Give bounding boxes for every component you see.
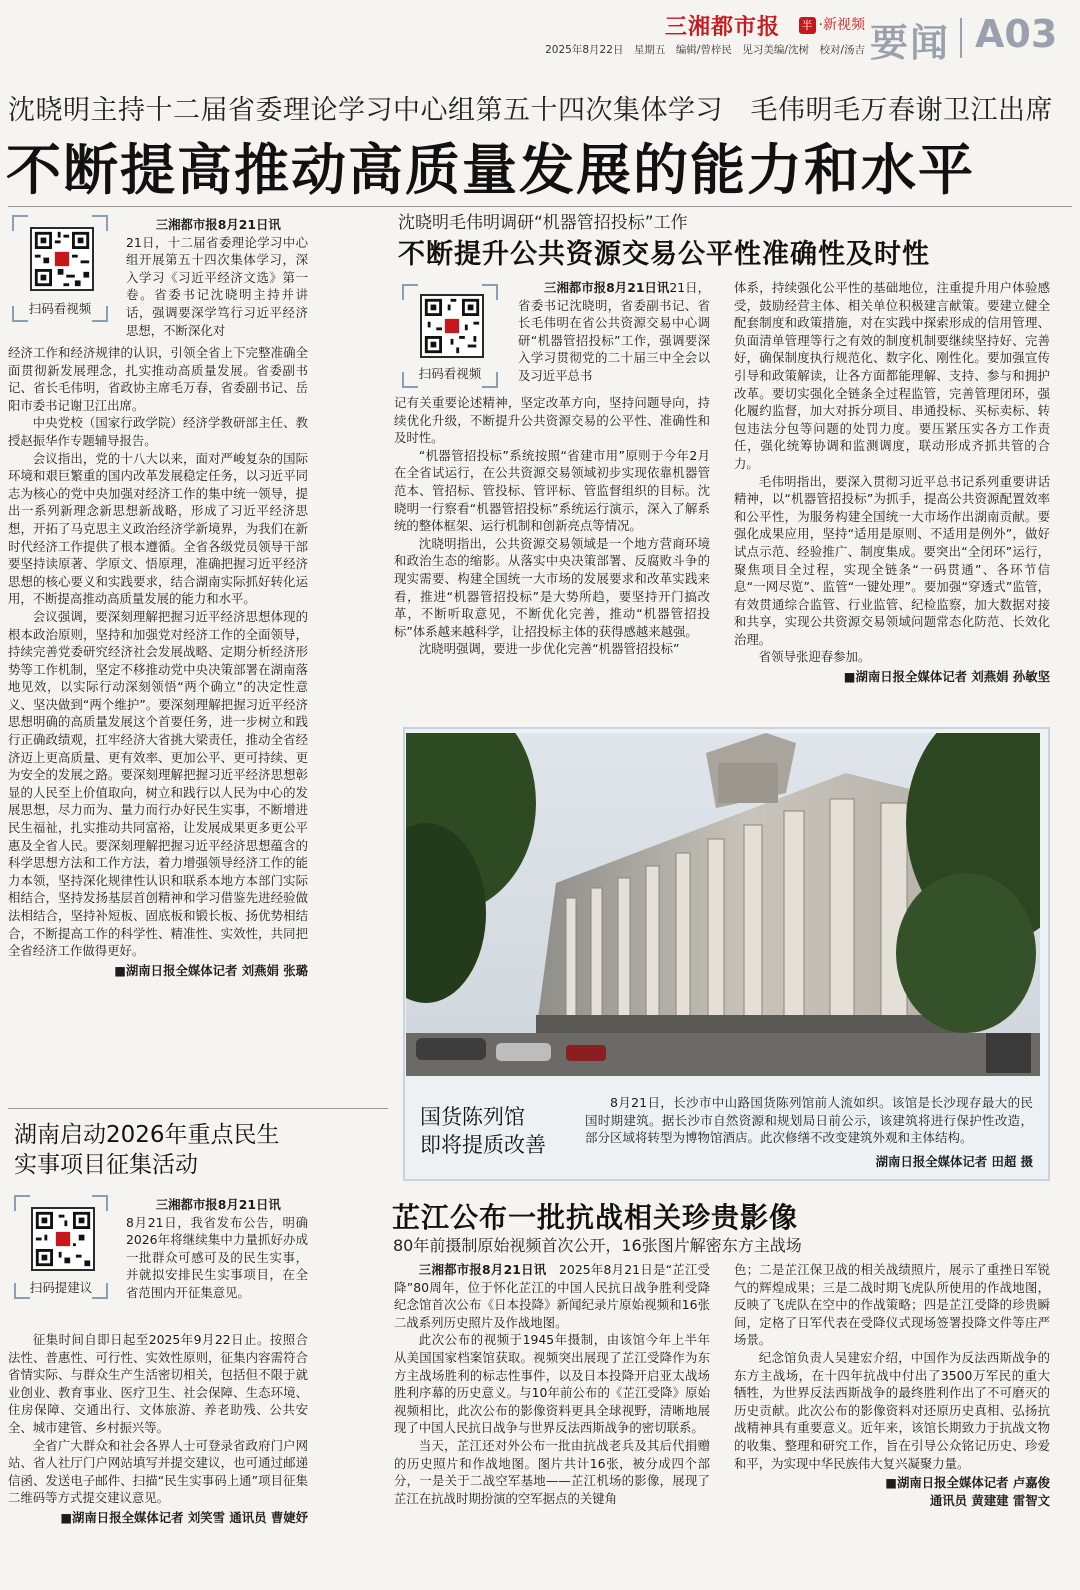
divider xyxy=(8,1108,388,1109)
sub1-paragraph: 沈晓明强调，要进一步优化完善“机器管招投标” xyxy=(418,641,680,657)
sub2-paragraph: 8月21日，我省发布公告，明确2026年将继续集中力量抓好办成一批群众可感可及的民生实事，并就拟安排民生实事项目，在全省范围内开征集意见。 xyxy=(126,1214,308,1300)
page-number: A03 xyxy=(975,12,1058,56)
lead-article-top xyxy=(126,216,308,339)
sub2-dateline: 三湘都市报8月21日讯 xyxy=(155,1197,281,1212)
sub2-title-line: 实事项目征集活动 xyxy=(14,1152,198,1178)
sub2-title xyxy=(14,1120,280,1180)
sub3-article-col1 xyxy=(394,1261,710,1507)
photo-caption xyxy=(585,1094,1033,1147)
sub2-paragraph: 征集时间自即日起至2025年9月22日止。按照合法性、普惠性、可行性、实效性原则，征集内容需符合省情实际、与群众生产生活密切相关，包括但不限于就业创业、教育事业、医疗卫生、社会保障、生态环境、住房保障、交通出行、文体旅游、养老助残、公共安全、城市建管、乡村振兴等。 xyxy=(8,1332,308,1435)
sub1-paragraph: 21日，省委书记沈晓明，省委副书记、省长毛伟明在省公共资源交易中心调研“机器管招投标”工作，强调要深入学习贯彻党的二十届三中全会以及习近平总书 xyxy=(518,280,710,383)
photo-credit: 湖南日报全媒体记者 田超 摄 xyxy=(875,1154,1033,1169)
sub1-kicker: 沈晓明毛伟明调研“机器管招投标”工作 xyxy=(398,213,688,233)
photo-title xyxy=(420,1103,546,1159)
sub2-paragraph: 全省广大群众和社会各界人士可登录省政府门户网站、省人社厅门户网站填写并提交建议，也可通过邮递信函、发送电子邮件、扫描“民生实事码上通”项目征集二维码等方式提交建议意见。 xyxy=(8,1437,308,1506)
sub1-paragraph: 毛伟明指出，要深入贯彻习近平总书记系列重要讲话精神，以“机器管招投标”为抓手，提高公共资源配置效率和公平性，为服务构建全国统一大市场作出湖南贡献。要强化成果应用，坚持“适用是原则、不适用是例外”，做好试点示范、经验推广、制度集成。要突出“全闭环”运行，聚焦项目全过程，实现全链条“一码贯通”、各环节信息“一网尽览”、监管“一键处理”。要加强“穿透式”监管，有效贯通综合监管、行业监管、纪检监察，加大数据对接和共享，实现公共资源交易领域问题常态化防范、长效化治理。 xyxy=(734,473,1050,647)
sub3-byline: 通讯员 黄建建 雷智文 xyxy=(929,1492,1050,1508)
sub1-paragraph: 体系，持续强化公平性的基础地位，注重提升用户体验感受，鼓励经营主体、相关单位积极建言献策。要建立健全配套制度和政策措施，对在实践中探索形成的信用管理、负面清单管理等行之有效的制度机制要继续坚持好、完善好，确保制度执行规范化、数字化、刚性化。要加强宣传引导和政策解读，让各方面都能理解、支持、参与和拥护改革。要切实强化全链条全过程监管，完善管理闭环，强化履约监督，加大对拆分项目、串通投标、买标卖标、转包违法分包等问题的处罚力度。要压紧压实各方工作责任，强化统筹协调和监测调度，联动形成齐抓共管的合力。 xyxy=(734,280,1050,471)
sub1-qr-caption: 扫码看视频 xyxy=(418,366,482,381)
sub1-article-col2 xyxy=(734,279,1050,686)
divider xyxy=(8,206,1072,207)
qr-code-icon[interactable] xyxy=(420,294,484,358)
photo-title-line: 国货陈列馆 xyxy=(420,1105,525,1129)
lead-qr-block[interactable] xyxy=(12,215,108,322)
lead-byline: ■湖南日报全媒体记者 刘燕娟 张璐 xyxy=(114,962,308,978)
video-logo xyxy=(799,14,865,34)
header-meta: 2025年8月22日 星期五 编辑/曾梓民 见习美编/沈树 校对/汤吉 xyxy=(545,44,865,56)
photo-title-line: 即将提质改善 xyxy=(420,1133,546,1157)
lead-dateline: 三湘都市报8月21日讯 xyxy=(155,217,281,232)
photo-caption-text: 8月21日，长沙市中山路国货陈列馆前人流如织。该馆是长沙现存最大的民国时期建筑。据长沙市自然资源和规划局日前公示，该建筑将进行保护性改造，部分区域将转型为博物馆酒店。此次修缮不改变建筑外观和主体结构。 xyxy=(585,1095,1033,1145)
sub2-qr-caption: 扫码提建议 xyxy=(29,1280,93,1295)
lead-headline: 不断提高推动高质量发展的能力和水平 xyxy=(6,138,976,202)
sub2-article-body xyxy=(8,1331,308,1527)
sub3-byline: ■湖南日报全媒体记者 卢嘉俊 xyxy=(885,1475,1050,1491)
sub1-paragraph: 记有关重要论述精神，坚定改革方向，坚持问题导向，持续优化升级，不断提升公共资源交易的公平性、准确性和及时性。 xyxy=(394,395,710,446)
section-name: 要闻 xyxy=(870,21,951,65)
sub3-paragraph: 纪念馆负责人吴建宏介绍，中国作为反法西斯战争的东方主战场，在十四年抗战中付出了3500万军民的重大牺牲，为世界反法西斯战争的最终胜利作出了不可磨灭的历史贡献。此次公布的影像资料对还原历史真相、弘扬抗战精神具有重要意义。近年来，该馆长期致力于抗战文物的收集、整理和研究工作，旨在引导公众铭记历史、珍爱和平，为实现中华民族伟大复兴凝聚力量。 xyxy=(734,1349,1050,1471)
sub3-paragraph: 色；二是芷江保卫战的相关战绩照片，展示了重挫日军锐气的辉煌成果；三是二战时期飞虎队所使用的作战地图，反映了飞虎队在空中的作战策略；四是芷江受降的珍贵瞬间，定格了日军代表在受降仪式现场签署投降文件等庄严场景。 xyxy=(734,1262,1050,1348)
sub3-title: 芷江公布一批抗战相关珍贵影像 xyxy=(392,1201,799,1234)
sub1-paragraph: 省领导张迎春参加。 xyxy=(758,649,871,665)
lead-paragraph: 中央党校（国家行政学院）经济学教研部主任、教授赵振华作专题辅导报告。 xyxy=(8,415,308,448)
header-divider xyxy=(960,18,962,58)
sub2-qr-block[interactable] xyxy=(14,1195,108,1299)
sub3-paragraph: 当天，芷江还对外公布一批由抗战老兵及其后代捐赠的历史照片和作战地图。图片共计16张，被分成四个部分，一是关于二战空军基地——芷江机场的影像，展现了芷江在抗战时期扮演的空军据点的关键角 xyxy=(394,1437,710,1506)
sub2-byline: ■湖南日报全媒体记者 刘笑雪 通讯员 曹婕妤 xyxy=(60,1509,308,1525)
video-logo-badge: 半 xyxy=(799,17,816,34)
lead-kicker: 沈晓明主持十二届省委理论学习中心组第五十四次集体学习 毛伟明毛万春谢卫江出席 xyxy=(8,95,1053,126)
sub2-title-line: 湖南启动2026年重点民生 xyxy=(14,1122,280,1148)
lead-qr-caption: 扫码看视频 xyxy=(28,301,92,316)
video-logo-text: ·新视频 xyxy=(818,17,865,33)
sub1-paragraph: “机器管招投标”系统按照“省建市用”原则于今年2月在全省试运行，在公共资源交易领域初步实现依靠机器管范本、管招标、管投标、管评标、管监督组织的目标。沈晓明一行察看“机器管招投标”系统运行演示，深入了解系统的整体框架、运行机制和创新亮点等情况。 xyxy=(394,447,710,534)
lead-article-body xyxy=(8,344,308,979)
sub1-paragraph: 沈晓明指出，公共资源交易领域是一个地方营商环境和政治生态的缩影。从落实中央决策部署、反腐败斗争的现实需要、构建全国统一大市场的发展要求和改革实践来看，推进“机器管招投标”是大势所趋，要坚持开门搞改革，不断听取意见，不断优化完善，推动“机器管招投标”体系越来越科学，让招投标主体的获得感越来越强。 xyxy=(394,535,710,639)
sub1-byline: ■湖南日报全媒体记者 刘燕娟 孙敏坚 xyxy=(843,669,1050,685)
sub2-article-top xyxy=(126,1196,308,1302)
sub1-title: 不断提升公共资源交易公平性准确性及时性 xyxy=(398,239,930,270)
lead-paragraph: 21日，十二届省委理论学习中心组开展第五十四次集体学习，深入学习《习近平经济文选》第一卷。省委书记沈晓明主持并讲话，强调要深学笃行习近平经济思想，不断深化对 xyxy=(126,234,308,338)
sub1-article-body xyxy=(394,394,710,658)
lead-paragraph: 会议指出，党的十八大以来，面对严峻复杂的国际环境和艰巨繁重的国内改革发展稳定任务，以习近平同志为核心的党中央加强对经济工作的集中统一领导，提出一系列新理念新思想新战略，形成了习近平经济思想，开拓了马克思主义政治经济学新境界，为我们在新时代经济工作提供了根本遵循。全省各级党员领导干部要坚持读原著、学原文、悟原理，准确把握习近平经济思想的核心要义和实践要求，结合湖南实际抓好转化运用，不断提高推动高质量发展的能力和水平。 xyxy=(8,450,308,607)
qr-code-icon[interactable] xyxy=(31,1207,95,1271)
sub1-dateline: 三湘都市报8月21日讯 xyxy=(544,280,670,295)
sub3-subtitle: 80年前摄制原始视频首次公开，16张图片解密东方主战场 xyxy=(393,1236,802,1255)
sub1-article-top xyxy=(518,279,710,385)
qr-code-icon[interactable] xyxy=(30,227,94,291)
lead-paragraph: 经济工作和经济规律的认识，引领全省上下完整准确全面贯彻新发展理念，扎实推动高质量发展。省委副书记、省长毛伟明，省政协主席毛万春，省委副书记、岳阳市委书记谢卫江出席。 xyxy=(8,345,308,413)
lead-paragraph: 会议强调，要深刻理解把握习近平经济思想体现的根本政治原则，坚持和加强党对经济工作的全面领导，持续完善党委研究经济社会发展战略、定期分析经济形势等工作机制，坚定不移推动党中央决策部署在湖南落地见效，以实际行动深刻领悟“两个确立”的决定性意义、坚决做到“两个维护”。要深刻理解把握习近平经济思想明确的高质量发展这个首要任务，进一步树立和践行正确政绩观，扛牢经济大省挑大梁责任，推动全省经济迈上更高质量、更有效率、更加公平、更可持续、更为安全的发展之路。要深刻理解把握习近平经济思想彰显的人民至上价值取向，树立和践行以人民为中心的发展思想，尽力而为、量力而行办好民生实事，不断增进民生福祉，扎实推动共同富裕，让发展成果更多更公平惠及全省人民。要深刻理解把握习近平经济思想蕴含的科学思想方法和工作方法，着力增强领导经济工作的能力本领，坚持深化规律性认识和联系本地方本部门实际相结合，坚持发扬基层首创精神和学习借鉴先进经验做法相结合，坚持补短板、固底板和锻长板、扬优势相结合，不断提高工作的科学性、精准性、实效性，共同把全省经济工作做得更好。 xyxy=(8,608,308,959)
sub1-qr-block[interactable] xyxy=(402,284,498,388)
sub3-paragraph: 此次公布的视频于1945年摄制，由该馆今年上半年从美国国家档案馆获取。视频突出展现了芷江受降作为东方主战场胜利的标志性事件，以及日本投降开启亚太战场胜利序幕的历史意义。与10年前公布的《芷江受降》原始视频相比，此次公布的影像资料更具全球视野，清晰地展现了中国人民抗日战争与世界反法西斯战争的密切联系。 xyxy=(394,1332,710,1436)
sub3-article-col2 xyxy=(734,1261,1050,1509)
building-photo xyxy=(406,733,1040,1076)
sub3-dateline: 三湘都市报8月21日讯 xyxy=(418,1262,547,1277)
sub3-paragraph: 2025年8月21日是“芷江受降”80周年，位于怀化芷江的中国人民抗日战争胜利受降纪念馆首次公布《日本投降》新闻纪录片原始视频和16张二战系列历史照片及作战地图。 xyxy=(394,1262,710,1330)
masthead-logo: 三湘都市报 xyxy=(664,15,780,40)
